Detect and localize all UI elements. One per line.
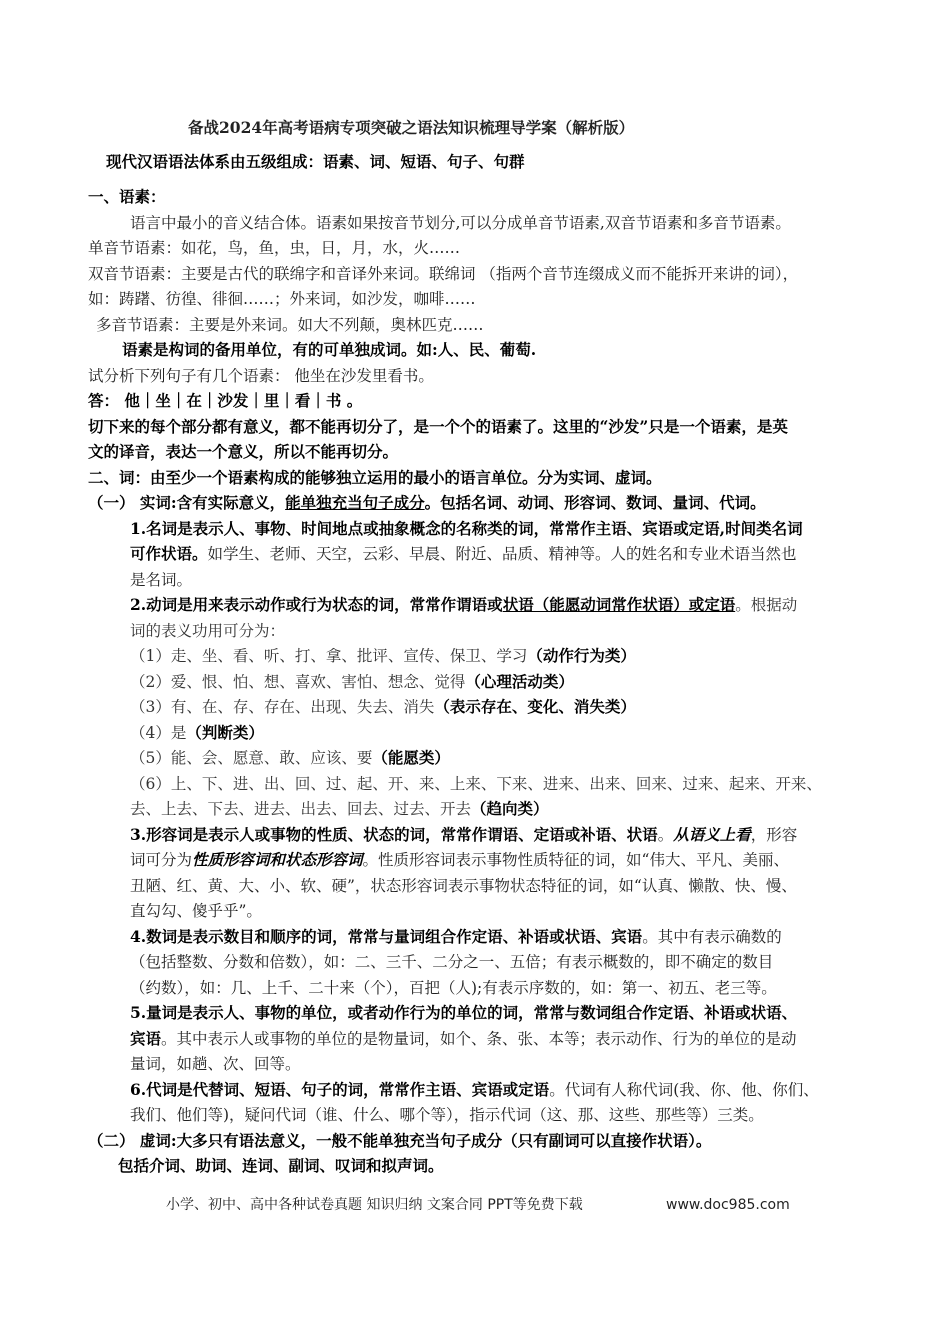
noun-line-2b: 如学生、老师、天空，云彩、早晨、附近、品质、精神等。人的姓名和专业术语当然也 <box>207 545 797 563</box>
morpheme-double-1: 双音节语素：主要是古代的联绵字和音译外来词。联绵词 （指两个音节连缀成义而不能拆开来讲的词）， <box>88 265 799 283</box>
num-line-1 <box>130 927 782 947</box>
verb-type-3 <box>130 697 636 717</box>
content-word-b: 能单独充当句子成分 <box>285 493 425 512</box>
verb-type-2 <box>130 672 574 692</box>
function-word-line-1: （二） 虚词:大多只有语法意义，一般不能单独充当句子成分（只有副词可以直接作状语）。 <box>88 1131 712 1150</box>
morpheme-double-2: 如：踌躇、彷徨、徘徊……；外来词，如沙发，咖啡…… <box>88 290 476 308</box>
verb-type-6-tag: （趋向类） <box>471 799 549 818</box>
adj-line-1c: 从语义上看 <box>673 825 751 844</box>
measure-line-2b: 。其中表示人或事物的单位的是物量词，如个、条、张、本等；表示动作、行为的单位的是动 <box>161 1030 797 1048</box>
verb-type-1-text: （1）走、坐、看、听、打、拿、批评、宣传、保卫、学习 <box>130 647 528 665</box>
verb-line-1 <box>130 595 797 615</box>
adj-line-4: 直勾勾、傻乎乎”。 <box>130 902 262 920</box>
content-word-line <box>88 493 766 513</box>
pron-line-1b: 。代词有人称代词(我、你、他、你们、 <box>549 1081 819 1099</box>
adj-line-1 <box>130 825 797 845</box>
morpheme-unit: 语素是构词的备用单位，有的可单独成词。如:人、民、葡萄. <box>122 340 537 359</box>
page-subtitle: 现代汉语语法体系由五级组成：语素、词、短语、句子、句群 <box>106 152 525 171</box>
footer-site-link[interactable]: www.doc985.com <box>666 1197 790 1213</box>
pron-line-1a: 6.代词是代替词、短语、句子的词，常常作主语、宾语或定语 <box>130 1080 550 1099</box>
pron-line-2: 我们、他们等)，疑问代词（谁、什么、哪个等），指示代词（这、那、这些、那些等）三类。 <box>130 1106 764 1124</box>
verb-line-2: 词的表义功用可分为： <box>130 622 286 640</box>
morpheme-multi: 多音节语素：主要是外来词。如大不列颠，奥林匹克…… <box>96 316 484 334</box>
noun-line-3: 是名词。 <box>130 571 193 589</box>
morpheme-single: 单音节语素：如花，鸟，鱼，虫，日，月，水，火…… <box>88 239 461 257</box>
adj-line-1d: ，形容 <box>750 826 798 844</box>
morpheme-explain-2: 文的译音，表达一个意义，所以不能再切分。 <box>88 442 399 461</box>
noun-line-2 <box>130 544 797 564</box>
verb-type-5 <box>130 748 450 768</box>
verb-type-5-tag: （能愿类） <box>372 748 450 767</box>
verb-type-4 <box>130 723 264 743</box>
morpheme-explain-1: 切下来的每个部分都有意义，都不能再切分了，是一个个的语素了。这里的“沙发”只是一个语素，是英 <box>88 417 788 436</box>
verb-type-1-tag: （动作行为类） <box>527 646 636 665</box>
verb-type-2-tag: （心理活动类） <box>465 672 574 691</box>
num-line-1b: 。其中有表示确数的 <box>642 928 782 946</box>
verb-type-5-text: （5）能、会、愿意、敢、应该、要 <box>130 749 373 767</box>
num-line-2: （包括整数、分数和倍数），如：二、三千、二分之一、五倍；有表示概数的，即不确定的数目 <box>130 953 774 971</box>
verb-type-6-line-1: （6）上、下、进、出、回、过、起、开、来、上来、下来、进来、出来、回来、过来、起来、开来、 <box>130 775 822 793</box>
verb-type-4-text: （4）是 <box>130 724 187 742</box>
pron-line-1 <box>130 1080 819 1100</box>
morpheme-definition: 语言中最小的音义结合体。语素如果按音节划分,可以分成单音节语素,双音节语素和多音节语素。 <box>130 214 791 232</box>
verb-type-6-text: 去、上去、下去、进去、出去、回去、过去、开去 <box>130 800 472 818</box>
verb-type-4-tag: （判断类） <box>186 723 264 742</box>
adj-line-1a: 3.形容词是表示人或事物的性质、状态的词，常常作谓语、定语或补语、状语 <box>130 825 658 844</box>
adj-line-2 <box>130 850 789 870</box>
noun-line-1: 1.名词是表示人、事物、时间地点或抽象概念的名称类的词，常常作主语、宾语或定语,时间类名词 <box>130 519 803 538</box>
adj-line-2c: 。性质形容词表示事物性质特征的词，如“伟大、平凡、美丽、 <box>362 851 789 869</box>
morpheme-answer: 答： 他｜坐｜在｜沙发｜里｜看｜书 。 <box>88 391 363 410</box>
content-word-c: 。包括名词、动词、形容词、数词、量词、代词。 <box>424 493 766 512</box>
verb-type-1 <box>130 646 636 666</box>
measure-line-2a: 宾语 <box>130 1029 162 1048</box>
num-line-1a: 4.数词是表示数目和顺序的词，常常与量词组合作定语、补语或状语、宾语 <box>130 927 643 946</box>
adj-line-2a: 词可分为 <box>130 851 193 869</box>
measure-line-2 <box>130 1029 797 1049</box>
verb-line-1c: 。根据动 <box>735 596 798 614</box>
morpheme-heading: 一、语素： <box>88 187 166 206</box>
measure-line-3: 量词，如趟、次、回等。 <box>130 1055 301 1073</box>
verb-type-3-text: （3）有、在、存、存在、出现、失去、消失 <box>130 698 435 716</box>
footer-text: 小学、初中、高中各种试卷真题 知识归纳 文案合同 PPT等免费下载 <box>166 1197 583 1213</box>
noun-line-2a: 可作状语。 <box>130 544 208 563</box>
num-line-3: （约数），如：几、上千、二十来（个），百把（人);有表示序数的，如：第一、初五、老三等。 <box>130 979 777 997</box>
verb-line-1b: 状语（能愿动词常作状语）或定语 <box>502 595 736 614</box>
adj-line-3: 丑陋、红、黄、大、小、软、硬”，状态形容词表示事物状态特征的词，如“认真、懒散、快、慢、 <box>130 877 797 895</box>
word-heading: 二、词：由至少一个语素构成的能够独立运用的最小的语言单位。分为实词、虚词。 <box>88 468 662 487</box>
verb-type-6-line-2 <box>130 799 549 819</box>
verb-line-1a: 2.动词是用来表示动作或行为状态的词，常常作谓语或 <box>130 595 503 614</box>
morpheme-exercise: 试分析下列句子有几个语素： 他坐在沙发里看书。 <box>88 367 434 385</box>
verb-type-3-tag: （表示存在、变化、消失类） <box>434 697 636 716</box>
verb-type-2-text: （2）爱、恨、怕、想、喜欢、害怕、想念、觉得 <box>130 673 466 691</box>
measure-line-1: 5.量词是表示人、事物的单位，或者动作行为的单位的词，常常与数词组合作定语、补语或状语、 <box>130 1003 798 1022</box>
adj-line-1b: 。 <box>657 826 674 844</box>
function-word-line-2: 包括介词、助词、连词、副词、叹词和拟声词。 <box>118 1156 444 1175</box>
page-title: 备战2024年高考语病专项突破之语法知识梳理导学案（解析版） <box>188 118 635 137</box>
adj-line-2b: 性质形容词和状态形容词 <box>192 850 363 869</box>
content-word-a: （一） 实词:含有实际意义， <box>88 493 286 512</box>
